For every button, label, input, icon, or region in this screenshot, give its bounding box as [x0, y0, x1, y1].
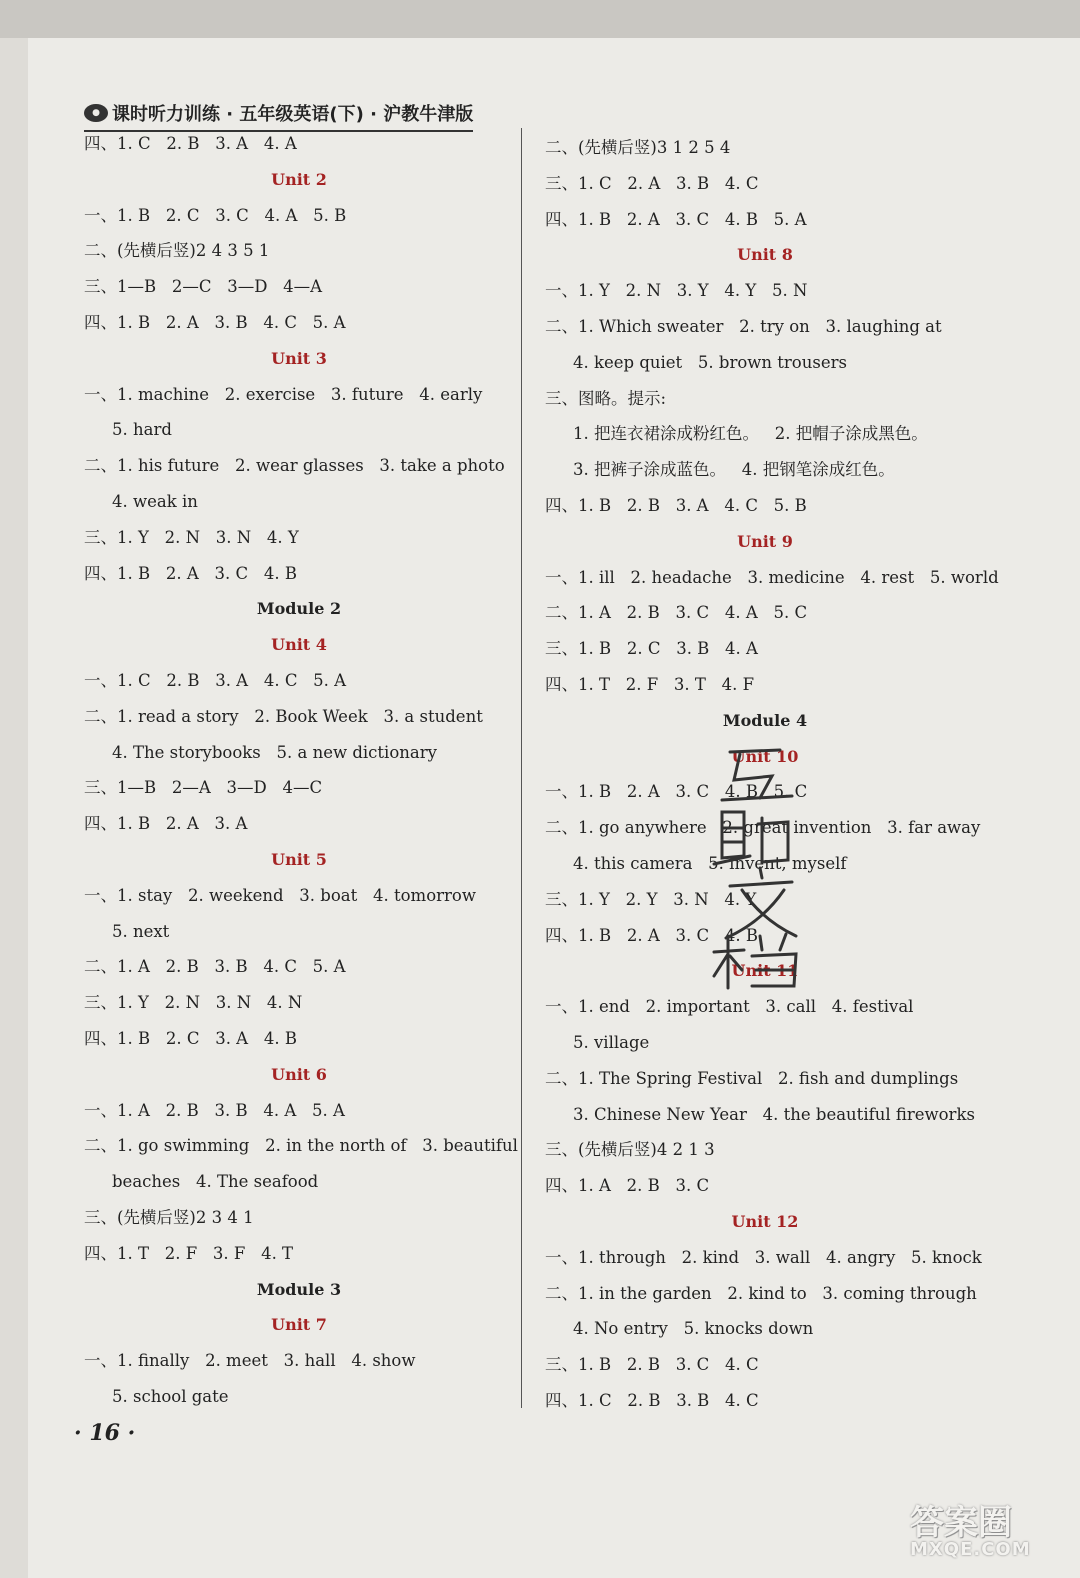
answer-line: 4. keep quiet 5. brown trousers	[573, 352, 847, 372]
handwritten-stamp	[700, 740, 820, 990]
answer-line: 三、(先横后竖)2 3 4 1	[84, 1208, 254, 1227]
unit-heading: Unit 4	[271, 635, 327, 655]
answer-line: 四、1. T 2. F 3. T 4. F	[545, 675, 755, 694]
page-header	[84, 98, 473, 132]
answer-line: 三、1—B 2—A 3—D 4—C	[84, 778, 323, 798]
module-heading: Module 4	[722, 710, 808, 730]
unit-heading: Unit 2	[271, 169, 327, 189]
answer-line: 4. weak in	[112, 492, 198, 511]
answer-line: 一、1. B 2. A 3. C 4. B 5. C	[545, 782, 808, 802]
module-heading: Module 3	[256, 1279, 342, 1299]
answer-line: 四、1. B 2. A 3. B 4. C 5. A	[84, 313, 346, 332]
answer-line: 一、1. Y 2. N 3. Y 4. Y 5. N	[545, 281, 808, 301]
watermark-url: MXQE.COM	[910, 1539, 1031, 1560]
answer-line: 一、1. ill 2. headache 3. medicine 4. rest 5. world	[545, 567, 999, 587]
unit-heading: Unit 3	[271, 348, 327, 368]
page-background	[0, 38, 1080, 1578]
answer-line: 三、图略。提示:	[545, 388, 667, 408]
answer-line: 三、1. B 2. B 3. C 4. C	[545, 1355, 759, 1375]
unit-heading: Unit 10	[731, 746, 799, 766]
answer-line: 四、1. A 2. B 3. C	[545, 1176, 710, 1196]
unit-heading: Unit 12	[731, 1212, 799, 1231]
logo-icon: ●	[84, 104, 108, 122]
answer-line: 四、1. C 2. B 3. A 4. A	[84, 134, 297, 153]
answer-line: 一、1. stay 2. weekend 3. boat 4. tomorrow	[84, 885, 476, 905]
answer-line: 三、1. C 2. A 3. B 4. C	[545, 173, 759, 193]
answer-line: 四、1. B 2. A 3. C 4. B	[545, 925, 758, 945]
answer-line: 三、1. Y 2. Y 3. N 4. Y	[545, 889, 757, 909]
answer-line: 四、1. B 2. A 3. C 4. B	[84, 563, 297, 583]
answer-line: 一、1. end 2. important 3. call 4. festival	[545, 997, 914, 1017]
answer-line: 二、1. A 2. B 3. B 4. C 5. A	[84, 957, 346, 977]
answer-line: 4. The storybooks 5. a new dictionary	[112, 742, 437, 762]
answer-line: 一、1. B 2. C 3. C 4. A 5. B	[84, 205, 347, 225]
answer-line: 二、1. read a story 2. Book Week 3. a student	[84, 706, 483, 726]
answer-line: 三、(先横后竖)4 2 1 3	[545, 1140, 715, 1160]
answer-line: 四、1. B 2. A 3. A	[84, 814, 248, 834]
answer-line: beaches 4. The seafood	[112, 1172, 319, 1192]
watermark	[890, 1495, 1070, 1575]
answer-line: 1. 把连衣裙涂成粉红色。 2. 把帽子涂成黑色。	[573, 424, 928, 444]
watermark-logo: 答案圈	[910, 1503, 1012, 1543]
answer-line: 一、1. A 2. B 3. B 4. A 5. A	[84, 1100, 345, 1120]
answer-line: 三、1. Y 2. N 3. N 4. Y	[84, 527, 299, 547]
answer-line: 二、1. go anywhere 2. great invention 3. far away	[545, 818, 981, 838]
answer-line: 4. No entry 5. knocks down	[573, 1319, 814, 1339]
answer-line: 5. hard	[112, 420, 172, 440]
answer-line: 三、1. Y 2. N 3. N 4. N	[84, 993, 303, 1013]
answer-line: 四、1. B 2. C 3. A 4. B	[84, 1029, 297, 1048]
answer-line: 5. next	[112, 921, 170, 941]
unit-heading: Unit 5	[271, 850, 327, 869]
answer-line: 四、1. B 2. A 3. C 4. B 5. A	[545, 209, 807, 229]
column-divider	[521, 128, 522, 1408]
answer-line: 一、1. machine 2. exercise 3. future 4. early	[84, 384, 483, 404]
answer-line: 4. this camera 5. invent, myself	[573, 854, 847, 873]
answer-line: 二、1. his future 2. wear glasses 3. take a photo	[84, 456, 505, 476]
answer-line: 5. village	[573, 1033, 650, 1052]
unit-heading: Unit 8	[737, 245, 793, 265]
answer-line: 二、(先横后竖)2 4 3 5 1	[84, 241, 270, 261]
answer-line: 3. 把裤子涂成蓝色。 4. 把钢笔涂成红色。	[573, 460, 895, 480]
answer-line: 四、1. B 2. B 3. A 4. C 5. B	[545, 496, 807, 515]
answer-line: 一、1. C 2. B 3. A 4. C 5. A	[84, 671, 347, 690]
answer-line: 3. Chinese New Year 4. the beautiful fireworks	[573, 1104, 975, 1124]
answer-line: 二、1. The Spring Festival 2. fish and dumplings	[545, 1068, 959, 1088]
unit-heading: Unit 6	[271, 1064, 327, 1084]
answer-line: 二、1. in the garden 2. kind to 3. coming through	[545, 1283, 977, 1303]
answer-line: 三、1. B 2. C 3. B 4. A	[545, 639, 758, 659]
unit-heading: Unit 11	[731, 961, 799, 981]
answer-line: 二、1. A 2. B 3. C 4. A 5. C	[545, 603, 808, 623]
answer-line: 四、1. T 2. F 3. F 4. T	[84, 1243, 294, 1263]
answer-line: 5. school gate	[112, 1387, 229, 1406]
answer-line: 三、1—B 2—C 3—D 4—A	[84, 277, 323, 297]
unit-heading: Unit 9	[737, 531, 793, 551]
header-title: 课时听力训练 · 五年级英语(下) · 沪教牛津版	[112, 104, 474, 125]
page-number: · 16 ·	[74, 1420, 136, 1446]
page-edge	[0, 38, 28, 1578]
answer-line: 二、1. Which sweater 2. try on 3. laughing at	[545, 317, 942, 336]
answer-line: 二、1. go swimming 2. in the north of 3. beautiful	[84, 1136, 518, 1156]
answer-line: 四、1. C 2. B 3. B 4. C	[545, 1391, 759, 1410]
answer-line: 一、1. through 2. kind 3. wall 4. angry 5. knock	[545, 1247, 982, 1267]
answer-line: 一、1. finally 2. meet 3. hall 4. show	[84, 1351, 416, 1371]
module-heading: Module 2	[256, 599, 342, 619]
answer-line: 二、(先横后竖)3 1 2 5 4	[545, 138, 731, 157]
unit-heading: Unit 7	[271, 1315, 327, 1335]
